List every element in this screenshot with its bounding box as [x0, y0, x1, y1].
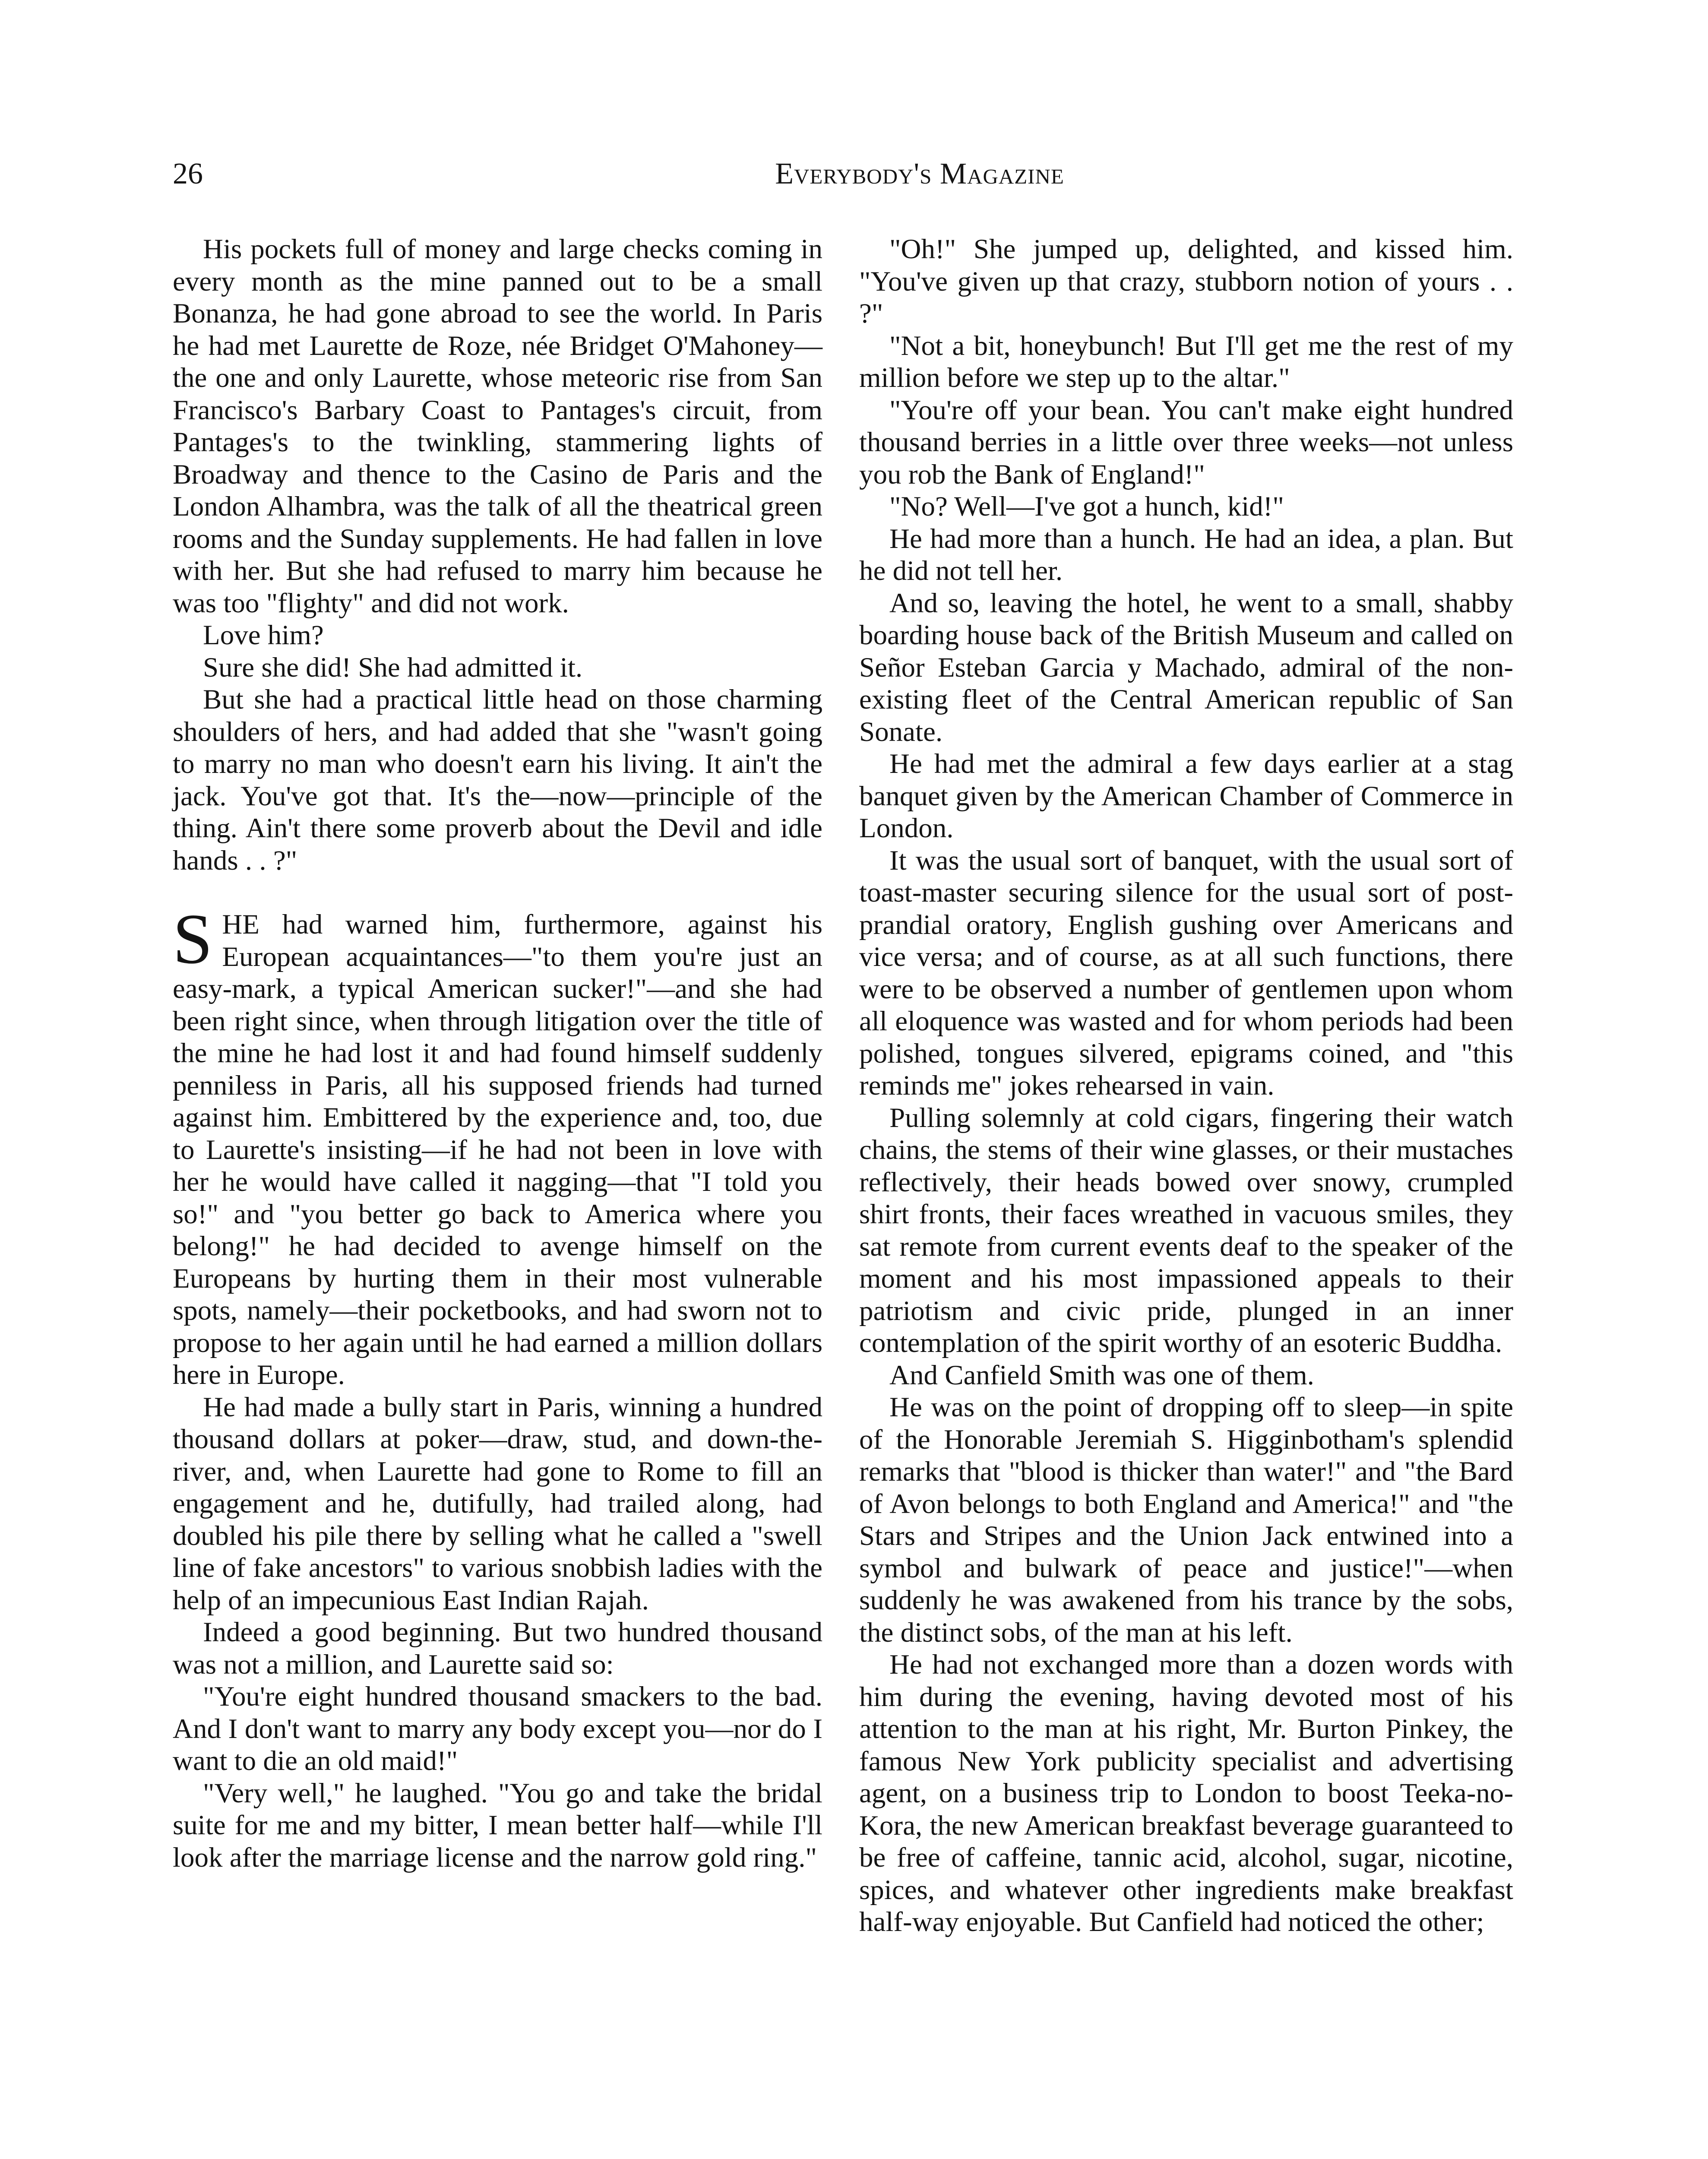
- section-opening-paragraph: [173, 899, 822, 1391]
- paragraph: His pockets full of money and large checks coming in every month as the mine panned out to be a small Bonanza, he had gone abroad to see the world. In Paris he had met Laurette de Roze, née Bridget O'Mahoney—the one and only Laurette, whose meteoric rise from San Francisco's Barbary Coast to Pantages's circuit, from Pantages's to the twinkling, stammering lights of Broadway and thence to the Casino de Paris and the London Alhambra, was the talk of all the theatrical green rooms and the Sunday supplements. He had fallen in love with her. But she had refused to marry him because he was too "flighty" and did not work.: [173, 234, 822, 619]
- paragraph: "Not a bit, honeybunch! But I'll get me the rest of my million before we step up to the altar.": [859, 330, 1513, 393]
- paragraph: He had met the admiral a few days earlier at a stag banquet given by the American Chamber of Commerce in London.: [859, 748, 1513, 844]
- running-head: Everybody's Magazine: [775, 157, 1064, 190]
- paragraph: "You're off your bean. You can't make eight hundred thousand berries in a little over three weeks—not unless you rob the Bank of England!": [859, 394, 1513, 490]
- paragraph: And Canfield Smith was one of them.: [889, 1359, 1314, 1391]
- right-column: [859, 233, 1513, 1938]
- paragraph: And so, leaving the hotel, he went to a small, shabby boarding house back of the British Museum and called on Señor Esteban Garcia y Machado, admiral of the non-existing fleet of the Central American republic of San Sonate.: [859, 587, 1513, 747]
- paragraph: "Very well," he laughed. "You go and take the bridal suite for me and my bitter, I mean better half—while I'll look after the marriage license and the narrow gold ring.": [173, 1777, 822, 1873]
- paragraph: It was the usual sort of banquet, with the usual sort of toast-master securing silence for the usual sort of post-prandial oratory, English gushing over Americans and vice versa; and of course, as at all such functions, there were to be observed a number of gentlemen upon whom all eloquence was wasted and for whom periods had been polished, tongues silvered, epigrams coined, and "this reminds me" jokes rehearsed in vain.: [859, 845, 1513, 1101]
- paragraph: He was on the point of dropping off to sleep—in spite of the Honorable Jeremiah S. Higginbotham's splendid remarks that "blood is thicker than water!" and "the Bard of Avon belongs to both England and America!" and "the Stars and Stripes and the Union Jack entwined into a symbol and bulwark of peace and justice!"—when suddenly he was awakened from his trance by the sobs, the distinct sobs, of the man at his left.: [859, 1392, 1513, 1648]
- paragraph: "Oh!" She jumped up, delighted, and kissed him. "You've given up that crazy, stubborn notion of yours . . ?": [859, 234, 1513, 329]
- page-number: 26: [173, 157, 203, 190]
- paragraph: Love him?: [203, 620, 324, 651]
- left-column: [173, 233, 822, 1874]
- paragraph: Pulling solemnly at cold cigars, fingering their watch chains, the stems of their wine glasses, or their mustaches reflectively, their heads bowed over snowy, crumpled shirt fronts, their faces wreathed in vacuous smiles, they sat remote from current events deaf to the speaker of the moment and his most impassioned appeals to their patriotism and civic pride, plunged in an inner contemplation of the spirit worthy of an esoteric Buddha.: [859, 1102, 1513, 1358]
- paragraph: He had more than a hunch. He had an idea, a plan. But he did not tell her.: [859, 523, 1513, 586]
- paragraph: Sure she did! She had admitted it.: [203, 652, 583, 683]
- paragraph: "You're eight hundred thousand smackers to the bad. And I don't want to marry any body except you—nor do I want to die an old maid!": [173, 1681, 822, 1776]
- paragraph: Indeed a good beginning. But two hundred thousand was not a million, and Laurette said so:: [173, 1617, 822, 1680]
- paragraph: "No? Well—I've got a hunch, kid!": [889, 491, 1284, 522]
- drop-cap: S: [173, 899, 213, 978]
- paragraph-text: HE had warned him, furthermore, against his European acquaintances—"to them you're just an easy-mark, a typical American sucker!"—and she had been right since, when through litigation over the title of the mine he had lost it and had found himself suddenly penniless in Paris, all his supposed friends had turned against him. Embittered by the experience and, too, due to Laurette's insisting—if he had not been in love with her he would have called it nagging—that "I told you so!" and "you better go back to America where you belong!" he had decided to avenge himself on the Europeans by hurting them in their most vulnerable spots, namely—their pocketbooks, and had sworn not to propose to her again until he had earned a million dollars here in Europe.: [173, 909, 822, 1390]
- paragraph: He had made a bully start in Paris, winning a hundred thousand dollars at poker—draw, stud, and down-the-river, and, when Laurette had gone to Rome to fill an engagement and he, dutifully, had trailed along, had doubled his pile there by selling what he called a "swell line of fake ancestors" to various snobbish ladies with the help of an impecunious East Indian Rajah.: [173, 1391, 822, 1616]
- paragraph: He had not exchanged more than a dozen words with him during the evening, having devoted most of his attention to the man at his right, Mr. Burton Pinkey, the famous New York publicity specialist and advertising agent, on a business trip to London to boost Teeka-no-Kora, the new American breakfast beverage guaranteed to be free of caffeine, tannic acid, alcohol, sugar, nicotine, spices, and whatever other ingredients make breakfast half-way enjoyable. But Canfield had noticed the other;: [859, 1649, 1513, 1937]
- paragraph: But she had a practical little head on those charming shoulders of hers, and had added that she "wasn't going to marry no man who doesn't earn his living. It ain't the jack. You've got that. It's the—now—principle of the thing. Ain't there some proverb about the Devil and idle hands . . ?": [173, 684, 822, 876]
